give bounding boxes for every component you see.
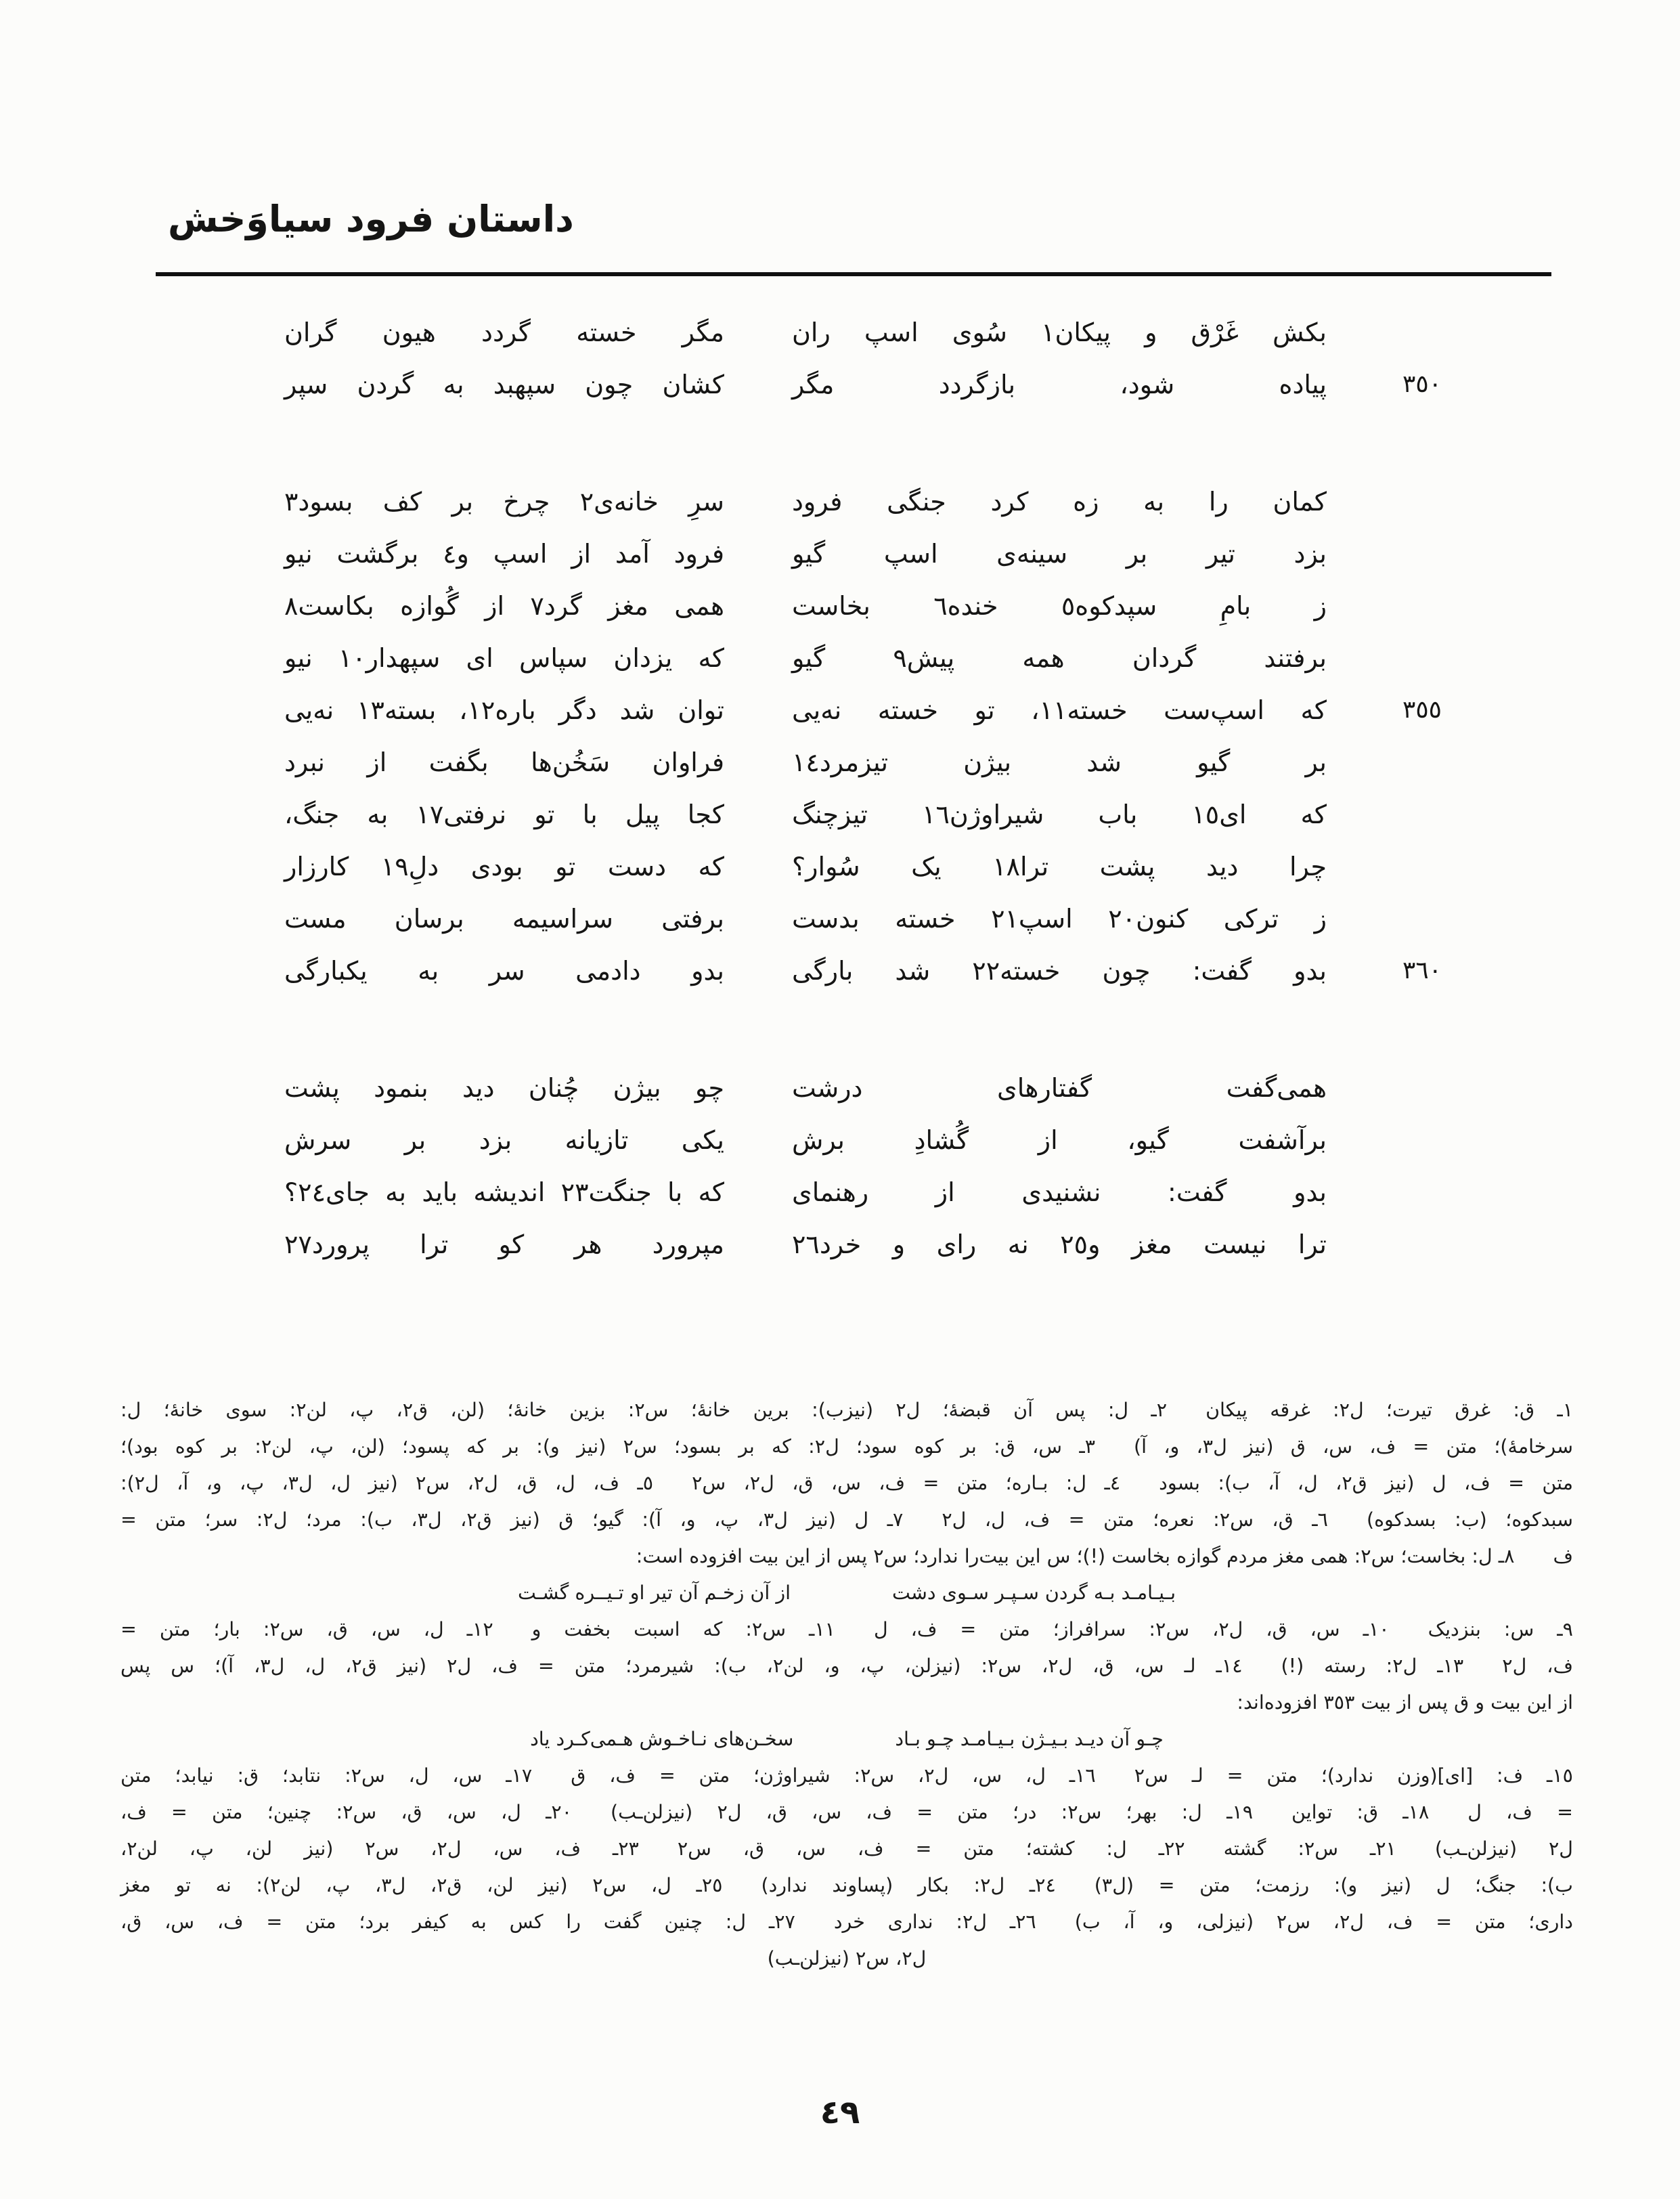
poem-group — [284, 475, 1442, 997]
footnote-line: ١٥ـ ف: [ای](وزن ندارد)؛ متن = لـ س٢ ١٦ـ ل، س، ل٢، س٢: شیراوژن؛ متن = ف، ق ١٧ـ س، ل، س٢: نتابد؛ ق: نیابد؛ متن — [120, 1764, 1573, 1787]
verse-row — [284, 1166, 1442, 1218]
footnote-hemistich-right: بـیـامـد بـه گردن سـپـر سـوی دشت — [892, 1582, 1176, 1604]
footnote-line: سبدکوه؛ (ب: بسدکوه) ٦ـ ق، س٢: نعره؛ متن = ف، ل، ل٢ ٧ـ ل (نیز ل٣، پ، و، آ): گیو؛ ق (نیز ق٢، ل٣، ب): مرد؛ ل٢: سر؛ متن = — [120, 1508, 1574, 1531]
hemistich-right: بدو گفت: چون خسته٢٢ شد بارگی — [792, 955, 1327, 986]
verse-row — [284, 684, 1442, 736]
header-divider — [156, 272, 1551, 276]
footnote-line: داری؛ متن = ف، ل٢، س٢ (نیزلی، و، آ، ب) ٢٦ـ ل٢: نداری خرد ٢٧ـ ل: چنین گفت را کس به کیفر برد؛ متن = ف، س، ق، — [120, 1911, 1573, 1933]
hemistich-right: ترا نیست مغز و٢٥ نه رای و خرد٢٦ — [792, 1229, 1327, 1259]
hemistich-right: کمان را به زه کرد جنگی فرود — [792, 486, 1327, 517]
verse-number: ٣٥٥ — [1402, 696, 1442, 724]
hemistich-left: که یزدان سپاس ای سپهدار١٠ نیو — [284, 643, 724, 673]
hemistich-right: بر گیو شد بیژن تیزمرد١٤ — [792, 747, 1327, 777]
hemistich-left: فرود آمد از اسپ و٤ برگشت نیو — [284, 538, 724, 569]
hemistich-left: کشان چون سپهبد به گردن سپر — [284, 369, 724, 399]
verse-row — [284, 736, 1442, 788]
poem-section — [284, 306, 1442, 1270]
hemistich-right: برفتند گردان همه پیش٩ گیو — [792, 643, 1327, 673]
hemistich-left: بدو دادمی سر به یکبارگی — [284, 955, 724, 986]
footnote-verse-row — [120, 1721, 1573, 1758]
verse-row — [284, 358, 1442, 410]
verse-row — [284, 1114, 1442, 1166]
hemistich-left: مگر خسته گردد هیون گران — [284, 317, 724, 347]
footnote-line: ف، ل٢ ١٣ـ ل٢: رسته (!) ١٤ـ لـ س، ق، ل٢، س٢: (نیزلن، پ، و، لن٢، ب): شیرمرد؛ متن = ف، ل٢ (نیز ق٢، ل، ل٣، آ)؛ س پس — [120, 1655, 1573, 1677]
footnotes-section — [120, 1392, 1573, 1977]
footnote-hemistich-right: چـو آن دیـد بـیـژن بـیـامـد چـو بـاد — [895, 1728, 1164, 1750]
hemistich-left: همی مغز گرد٧ از گُوازه بکاست٨ — [284, 590, 724, 621]
hemistich-right: بکش غَرْق و پیکان١ سُوی اسپ ران — [792, 317, 1327, 347]
footnote-line: سرخامهٔ)؛ متن = ف، س، ق (نیز ل٣، و، آ) ٣ـ س، ق: بر کوه سود؛ ل٢: که بر بسود؛ س٢ (نیز و): بر که پسود؛ (لن، پ، لن٢: بر کوه بود)؛ — [120, 1435, 1573, 1458]
verse-row — [284, 306, 1442, 358]
hemistich-right: بدو گفت: نشنیدی از رهنمای — [792, 1177, 1327, 1207]
hemistich-right: ز بامِ سپدکوه٥ خنده٦ بخاست — [792, 590, 1327, 621]
hemistich-left: فراوان سَخُن‌ها بگفت از نبرد — [284, 747, 724, 777]
footnote-hemistich-left: از آن زخـم آن تیر او تـیــره گشـت — [518, 1582, 791, 1604]
hemistich-right: که ای١٥ باب شیراوژن١٦ تیزچنگ — [792, 799, 1327, 829]
hemistich-left: که دست تو بودی دلِ١٩ کارزار — [284, 851, 724, 881]
verse-row — [284, 788, 1442, 840]
page-number: ٤٩ — [820, 2093, 860, 2131]
footnote-line: ١ـ ق: غرق تیرت؛ ل٢: غرقه پیکان ٢ـ ل: پس آن قبضهٔ؛ ل٢ (نیزب): برین خانهٔ؛ س٢: بزین خانهٔ؛ (لن، ق٢، پ، لن٢: سوی خانهٔ؛ ل: — [120, 1399, 1574, 1421]
verse-number: ٣٦٠ — [1402, 957, 1442, 984]
hemistich-left: مپرورد هر کو ترا پرورد٢٧ — [284, 1229, 724, 1259]
footnote-line: = ف، ل ١٨ـ ق: تواین ١٩ـ ل: بهر؛ س٢: در؛ متن = ف، س، ق، ل٢ (نیزلن‌ـب) ٢٠ـ ل، س، ق، س٢: چنین؛ متن = ف، — [120, 1801, 1573, 1823]
hemistich-right: ز ترکی کنون٢٠ اسپ٢١ خسته بدست — [792, 903, 1327, 934]
hemistich-right: برآشفت گیو، از گُشادِ برش — [792, 1125, 1327, 1155]
hemistich-right: بزد تیر بر سینه‌ی اسپ گیو — [792, 538, 1327, 569]
footnote-line: ل٢، س٢ (نیزلن‌ـب) — [767, 1947, 927, 1969]
footnote-line: ٩ـ س: بنزدیک ١٠ـ س، ق، ل٢، س٢: سرافراز؛ متن = ف، ل ١١ـ س٢: که اسبت بخفت و ١٢ـ ل، س، ق، س٢: بار؛ متن = — [120, 1618, 1573, 1640]
footnote-verse-row — [120, 1575, 1573, 1611]
hemistich-left: که با جنگت٢٣ اندیشه باید به جای٢٤؟ — [284, 1177, 724, 1207]
footnote-line: ف ٨ـ ل: بخاست؛ س٢: همی مغز مردم گوازه بخاست (!)؛ س این بیت‌را ندارد؛ س٢ پس از این بیت افزوده است: — [636, 1545, 1573, 1567]
footnote-line: از این بیت و ق پس از بیت ٣٥٣ افزوده‌اند: — [1237, 1691, 1573, 1714]
hemistich-left: برفتی سراسیمه برسان مست — [284, 903, 724, 934]
verse-row — [284, 892, 1442, 944]
verse-row — [284, 475, 1442, 527]
verse-row — [284, 944, 1442, 997]
hemistich-left: توان شد دگر باره١٢، بسته١٣ نه‌یی — [284, 695, 724, 725]
verse-row — [284, 840, 1442, 892]
footnote-hemistich-left: سخـن‌های نـاخـوش هـمی‌کـرد یاد — [530, 1728, 794, 1750]
verse-row — [284, 632, 1442, 684]
footnote-line: متن = ف، ل (نیز ق٢، ل، آ، ب): بسود ٤ـ ل: بـاره؛ متن = ف، س، ق، ل٢، س٢ ٥ـ ف، ل، ق، ل٢، س٢ (نیز ل، ل٣، پ، و، آ، ل٢): — [120, 1472, 1573, 1494]
hemistich-left: سرِ خانه‌ی٢ چرخ بر کف بسود٣ — [284, 486, 724, 517]
hemistich-left: چو بیژن چُنان دید بنمود پشت — [284, 1072, 724, 1103]
hemistich-right: همی‌گفت گفتارهای درشت — [792, 1072, 1327, 1103]
verse-row — [284, 527, 1442, 580]
hemistich-right: چرا دید پشت ترا١٨ یک سُوار؟ — [792, 851, 1327, 881]
hemistich-left: یکی تازیانه بزد بر سرش — [284, 1125, 724, 1155]
poem-group — [284, 306, 1442, 410]
verse-row — [284, 1218, 1442, 1270]
verse-row — [284, 580, 1442, 632]
hemistich-right: که اسپ‌ست خسته١١، تو خسته نه‌یی — [792, 695, 1327, 725]
verse-number: ٣٥٠ — [1402, 370, 1442, 398]
footnote-line: ل٢ (نیزلن‌ـب) ٢١ـ س٢: گشته ٢٢ـ ل: کشته؛ متن = ف، س، ق، س٢ ٢٣ـ ف، س، ل٢، س٢ (نیز لن، پ، لن٢، — [120, 1837, 1573, 1860]
page-title: داستان فرود سیاوَخش — [168, 198, 574, 240]
hemistich-left: کجا پیل با تو نرفتی١٧ به جنگ، — [284, 799, 724, 829]
verse-row — [284, 1062, 1442, 1114]
footnote-line: ب): جنگ؛ ل (نیز و): رزمت؛ متن = (ل٣) ٢٤ـ ل٢: بکار (پساوند ندارد) ٢٥ـ ل، س٢ (نیز لن، ق٢، ل٣، پ، لن٢): نه تو مغز — [120, 1874, 1573, 1896]
hemistich-right: پیاده شود، بازگردد مگر — [792, 369, 1327, 399]
poem-group — [284, 1062, 1442, 1270]
